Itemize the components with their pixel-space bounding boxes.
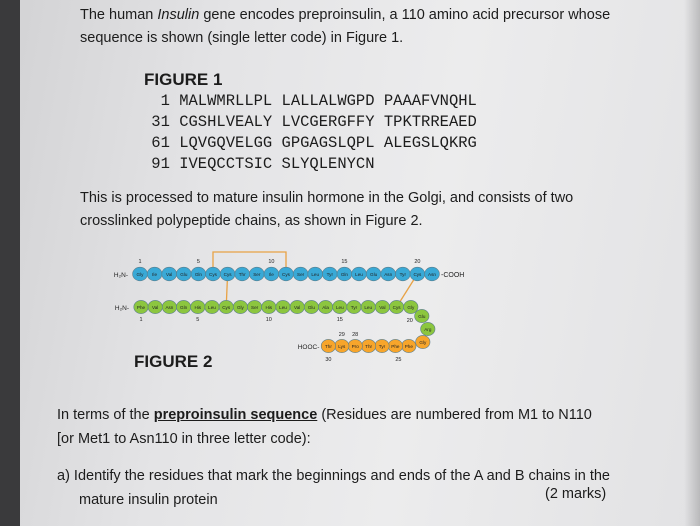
chainB-residue-28-label: Pro xyxy=(351,344,359,349)
chainA-residue-11-label: Cys xyxy=(282,272,290,277)
intro-line-2: sequence is shown (single letter code) in Figure 1. xyxy=(80,30,404,46)
question-a-marks: (2 marks) xyxy=(545,486,607,502)
chainA-c-terminus: -COOH xyxy=(441,272,465,279)
chainA-residue-8-label: Thr xyxy=(238,272,246,277)
chainA-residue-17-label: Glu xyxy=(370,272,378,277)
chainA-number-20: 20 xyxy=(414,259,421,265)
chainA-residue-15-label: Gln xyxy=(340,272,348,277)
chainB-number-29: 29 xyxy=(338,332,345,338)
chainB-residue-30-label: Thr xyxy=(324,344,332,349)
chainA-residue-18-label: Asn xyxy=(384,272,393,277)
chainB-c-terminus: HOOC- xyxy=(297,344,320,351)
intro-line-1: The human Insulin gene encodes preproinsulin, a 110 amino acid precursor whose xyxy=(80,7,611,23)
chainA-residue-19-label: Tyr xyxy=(399,272,406,277)
question-a-line-2: mature insulin protein xyxy=(79,492,218,508)
processing-line-2: crosslinked polypeptide chains, as shown in Figure 2. xyxy=(80,213,423,229)
chainA-residue-13-label: Leu xyxy=(311,272,320,277)
chainB-residue-7-label: Cys xyxy=(222,305,231,310)
chainB-residue-15-label: Leu xyxy=(335,305,344,310)
chainB-residue-1-label: Phe xyxy=(136,305,146,310)
chainB-residue-4-label: Gln xyxy=(180,305,188,310)
figure2-insulin-diagram xyxy=(0,238,700,378)
chainA-number-5: 5 xyxy=(196,259,200,265)
chainA-residue-1-label: Gly xyxy=(136,272,144,277)
chainB-residue-24-label: Phe xyxy=(404,344,413,349)
chainB-number-1: 1 xyxy=(139,317,143,323)
figure2-title: FIGURE 2 xyxy=(134,352,213,371)
chainA-number-15: 15 xyxy=(341,259,348,265)
chainB-number-28: 28 xyxy=(352,332,359,338)
chainB-number-20: 20 xyxy=(406,318,413,324)
chainB-residue-17-label: Leu xyxy=(364,305,373,310)
chainA-residue-14-label: Tyr xyxy=(326,272,333,277)
chainB-residue-8-label: Gly xyxy=(236,305,244,310)
chainB-residue-13-label: Glu xyxy=(307,305,315,310)
chainA-residue-9-label: Ser xyxy=(253,272,261,277)
chainA-residue-16-label: Leu xyxy=(355,272,363,277)
chainB-residue-29-label: Lys xyxy=(338,344,346,349)
chainB-residue-16-label: Tyr xyxy=(350,305,358,310)
processing-line-1: This is processed to mature insulin hormone in the Golgi, and consists of two xyxy=(80,190,574,206)
question-line-1: In terms of the preproinsulin sequence (Residues are numbered from M1 to N110 xyxy=(57,407,592,423)
figure1-row-2: 31 CGSHLVEALY LVCGERGFFY TPKTRREAED xyxy=(142,113,477,131)
chainB-residue-12-label: Val xyxy=(294,305,301,310)
chainB-number-25: 25 xyxy=(395,357,402,363)
chainB-residue-11-label: Leu xyxy=(279,305,287,310)
chainA-number-10: 10 xyxy=(268,259,275,265)
chainA-residue-12-label: Ser xyxy=(297,272,305,277)
chainB-residue-18-label: Val xyxy=(379,305,386,310)
chainA-residue-10-label: Ile xyxy=(268,272,274,277)
figure1-row-3: 61 LQVGQVELGG GPGAGSLQPL ALEGSLQKRG xyxy=(142,134,477,152)
chainA-residue-4-label: Glu xyxy=(180,272,188,277)
question-line-2: [or Met1 to Asn110 in three letter code): xyxy=(57,431,311,447)
chainB-residue-23-label: Gly xyxy=(419,340,427,345)
chainB-residue-20-label: Gly xyxy=(407,305,415,310)
chainB-residue-9-label: Ser xyxy=(251,305,259,310)
chainA-n-terminus: H₂N- xyxy=(113,272,128,279)
chainB-residue-2-label: Val xyxy=(152,305,159,310)
chainA-residue-3-label: Val xyxy=(166,272,173,277)
chainB-residue-6-label: Leu xyxy=(208,305,216,310)
chainB-residue-27-label: Thr xyxy=(365,344,373,349)
chainA-residue-2-label: Ile xyxy=(152,272,158,277)
chainA-residue-7-label: Cys xyxy=(223,272,232,277)
chainA-number-1: 1 xyxy=(138,259,142,265)
chainB-residue-25-label: Phe xyxy=(391,344,400,349)
chainA-residue-20-label: Cys xyxy=(413,272,422,277)
chainB-residue-5-label: His xyxy=(194,305,202,310)
chainB-residue-21-label: Glu xyxy=(418,314,426,319)
chainA-residue-21-label: Asn xyxy=(428,272,436,277)
chainA-residue-5-label: Gln xyxy=(194,272,202,277)
figure1-row-4: 91 IVEQCCTSIC SLYQLENYCN xyxy=(142,155,375,173)
chainB-number-5: 5 xyxy=(196,317,200,323)
chainB-number-30: 30 xyxy=(325,357,332,363)
chainB-number-10: 10 xyxy=(265,317,272,323)
chainB-residue-14-label: Ala xyxy=(322,305,329,310)
chainA-residue-6-label: Cys xyxy=(209,272,217,277)
chainB-residue-22-label: Arg xyxy=(424,327,432,332)
figure1-title: FIGURE 1 xyxy=(144,70,223,89)
chainB-n-terminus: H₂N- xyxy=(114,305,129,312)
figure1-row-1: 1 MALWMRLLPL LALLALWGPD PAAAFVNQHL xyxy=(142,92,477,110)
chainB-number-15: 15 xyxy=(336,317,343,323)
chainB-residue-10-label: His xyxy=(265,305,273,310)
question-a-line-1: a) Identify the residues that mark the beginnings and ends of the A and B chains in the xyxy=(57,468,610,484)
chainB-residue-3-label: Asn xyxy=(165,305,174,310)
chainB-residue-26-label: Tyr xyxy=(378,344,386,349)
chainB-residue-19-label: Cys xyxy=(392,305,401,310)
